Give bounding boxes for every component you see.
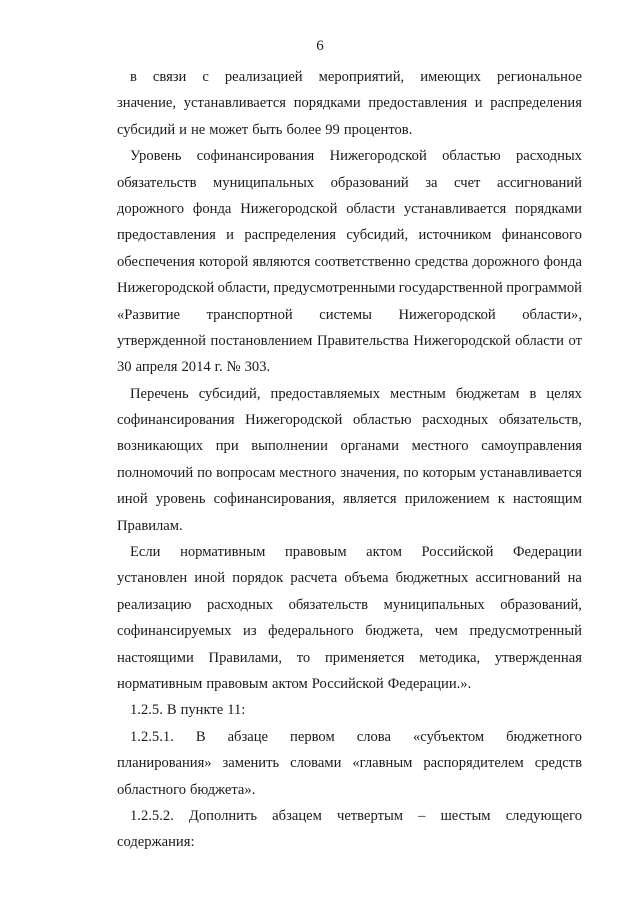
paragraph: [117, 143, 582, 381]
paragraph: [117, 64, 582, 143]
text-line: субсидий и не может быть более 99 процентов.: [117, 121, 413, 138]
text-line: возникающих при выполнении органами местного самоуправления: [117, 438, 582, 455]
text-line: предоставления и распределения субсидий, источником финансового: [117, 227, 582, 244]
text-line: дорожного фонда Нижегородской области устанавливается порядками: [117, 200, 582, 217]
text-line: софинансирования Нижегородской областью расходных обязательств,: [117, 412, 582, 429]
text-line: 1.2.5.1. В абзаце первом слова «субъектом бюджетного: [130, 728, 582, 745]
text-line: в связи с реализацией мероприятий, имеющих региональное: [130, 69, 582, 85]
text-line: значение, устанавливается порядками предоставления и распределения: [117, 95, 582, 112]
text-line: обязательств муниципальных образований за счет ассигнований: [117, 174, 582, 191]
paragraph: [117, 803, 582, 856]
text-line: Перечень субсидий, предоставляемых местным бюджетам в целях: [130, 385, 582, 402]
text-line: иной уровень софинансирования, является приложением к настоящим: [117, 491, 582, 508]
text-line: 1.2.5.2. Дополнить абзацем четвертым – шестым следующего: [130, 807, 582, 824]
text-line: Если нормативным правовым актом Российской Федерации: [130, 544, 582, 561]
text-line: Нижегородской области, предусмотренными государственной программой: [117, 280, 582, 297]
text-line: Правилам.: [117, 517, 183, 534]
text-line: Уровень софинансирования Нижегородской областью расходных: [130, 148, 582, 165]
text-line: установлен иной порядок расчета объема бюджетных ассигнований на: [117, 570, 582, 587]
paragraph: [117, 539, 582, 697]
text-line: содержания:: [117, 834, 195, 851]
paragraph: [117, 381, 582, 539]
text-line: реализацию расходных обязательств муниципальных образований,: [117, 596, 582, 613]
text-line: областного бюджета».: [117, 781, 256, 798]
text-line: 30 апреля 2014 г. № 303.: [117, 359, 271, 376]
document-body: [117, 64, 582, 856]
text-line: планирования» заменить словами «главным распорядителем средств: [117, 755, 582, 772]
text-line: настоящими Правилами, то применяется методика, утвержденная: [117, 649, 582, 666]
text-line: «Развитие транспортной системы Нижегородской области»,: [117, 306, 582, 323]
paragraph: [117, 724, 582, 803]
paragraph: [117, 697, 582, 723]
text-line: 1.2.5. В пункте 11:: [130, 702, 246, 719]
page-number: 6: [316, 38, 324, 54]
text-line: обеспечения которой являются соответственно средства дорожного фонда: [117, 253, 582, 270]
text-line: софинансируемых из федерального бюджета, чем предусмотренный: [117, 623, 582, 640]
text-line: нормативным правовым актом Российской Федерации.».: [117, 675, 472, 692]
text-line: полномочий по вопросам местного значения, по которым устанавливается: [117, 464, 582, 481]
text-line: утвержденной постановлением Правительства Нижегородской области от: [117, 332, 582, 349]
